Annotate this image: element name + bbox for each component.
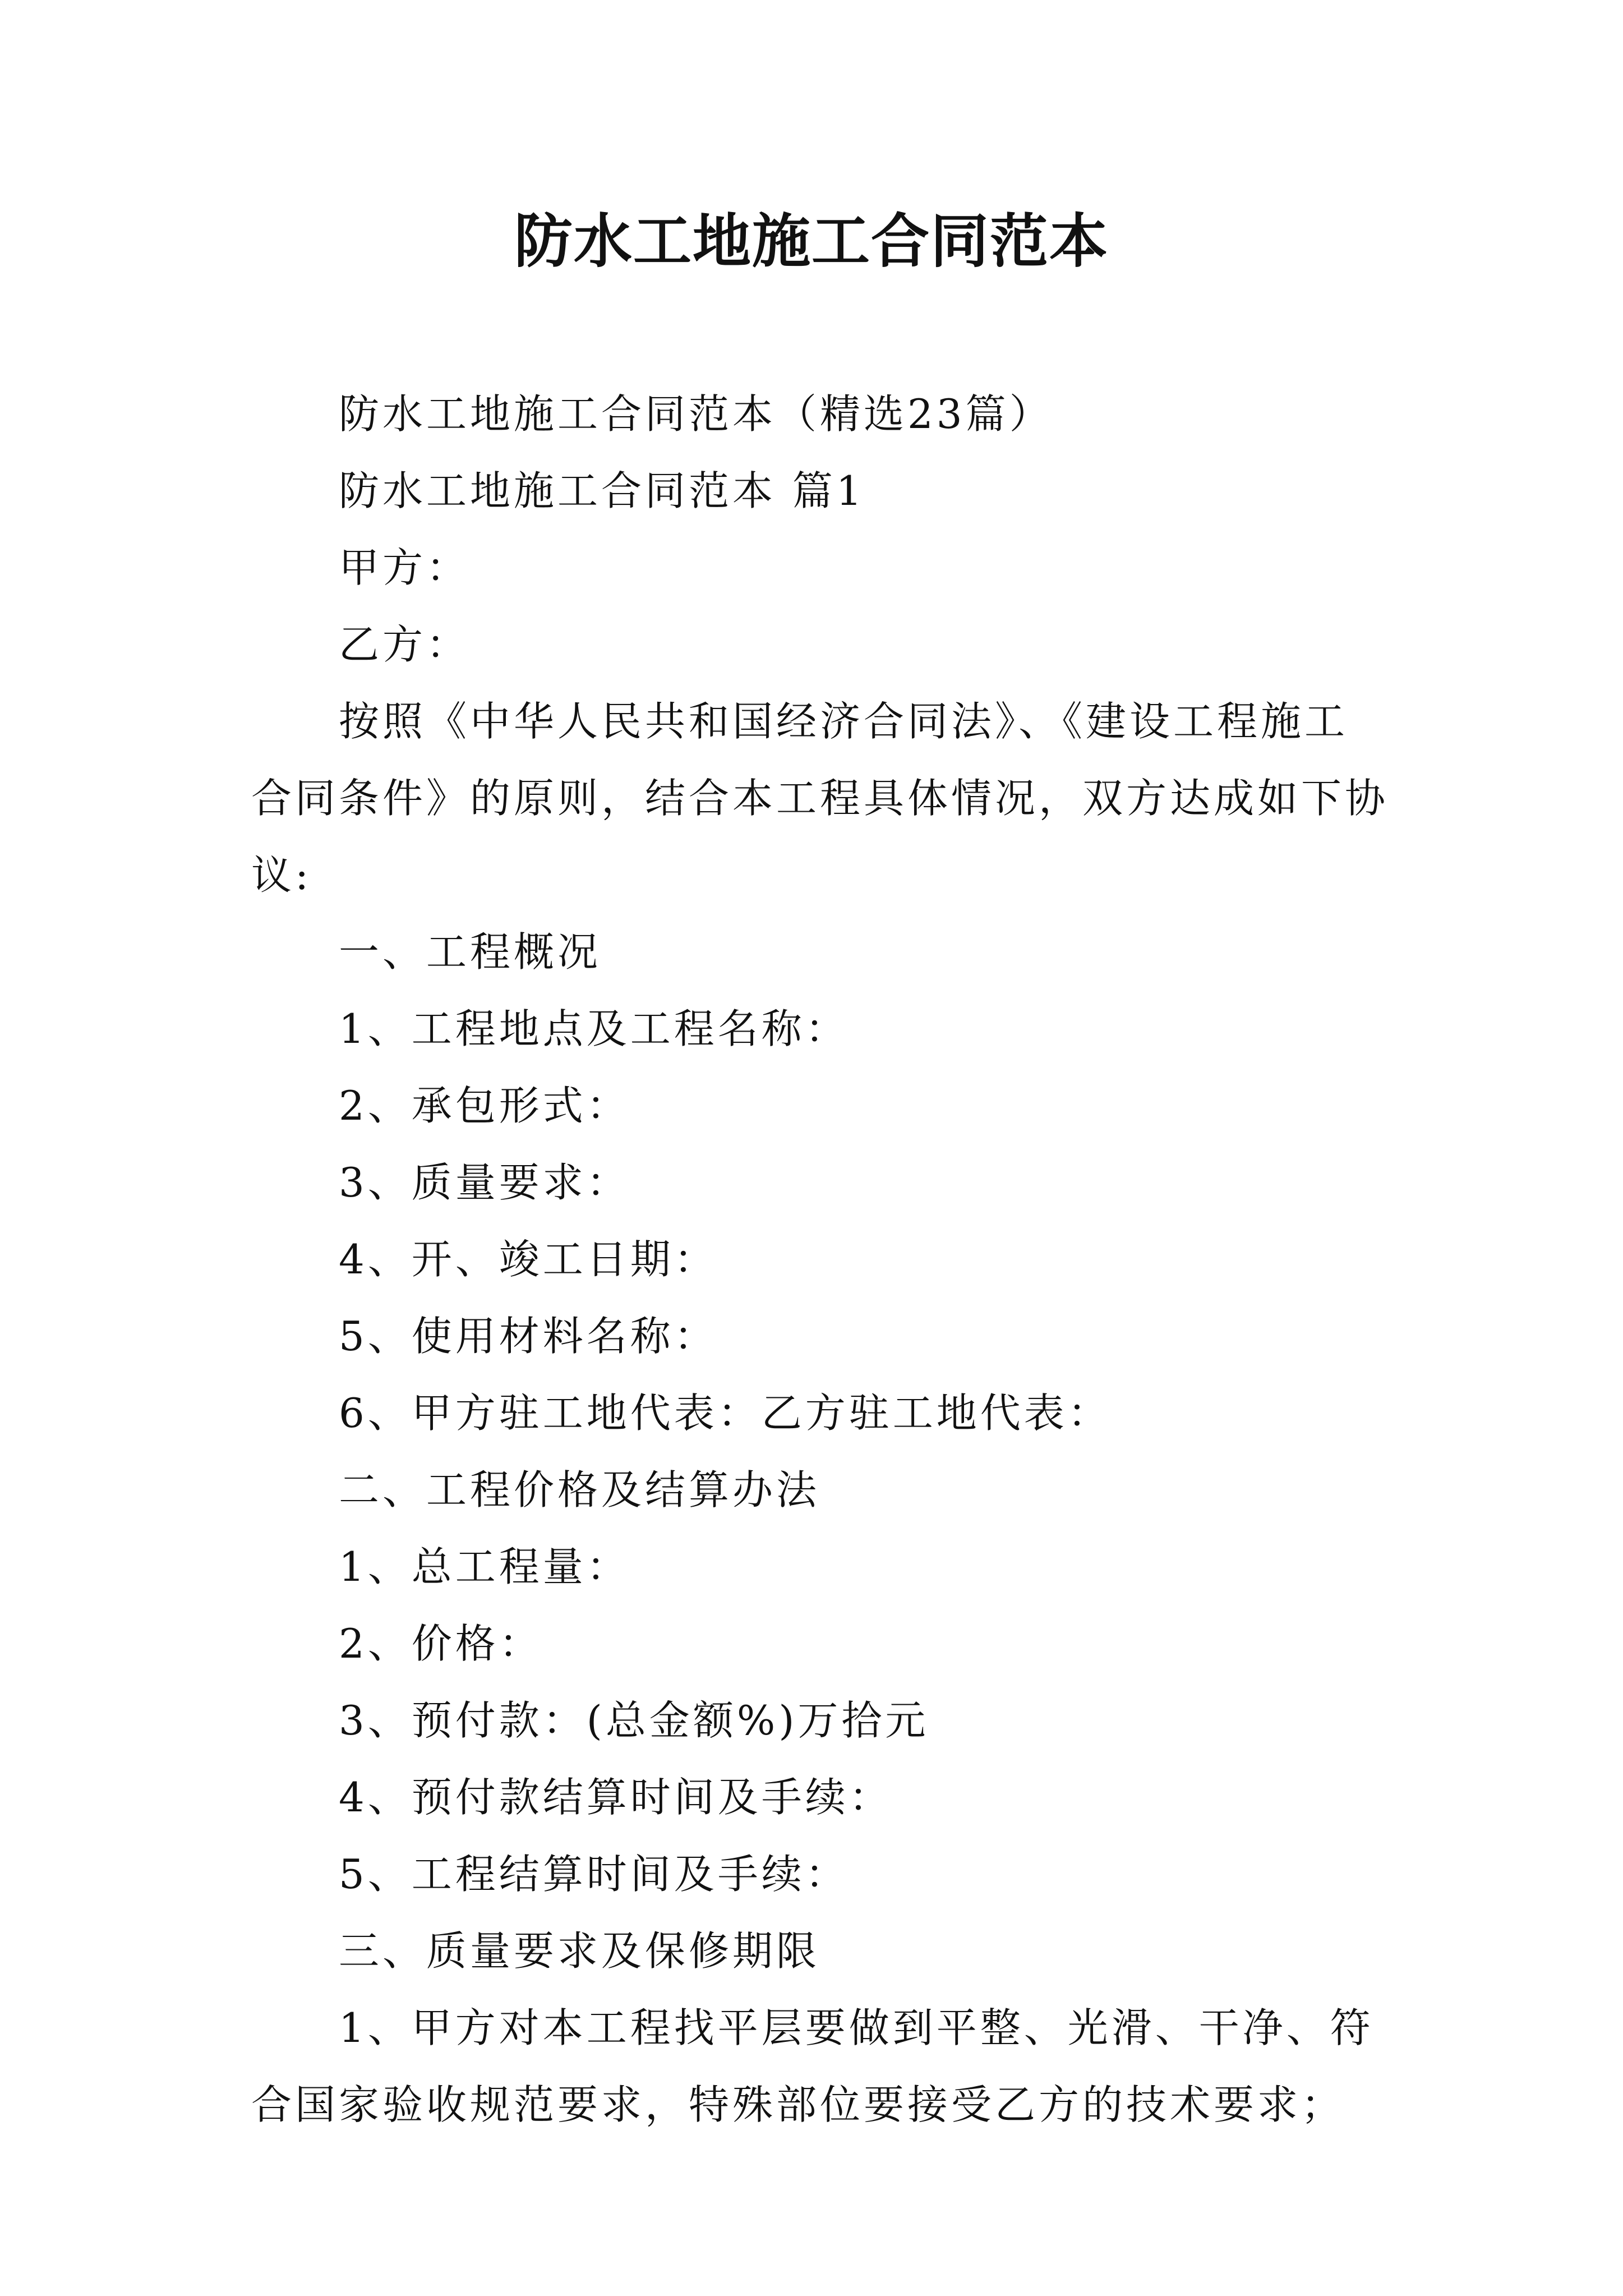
paragraph-party-a: 甲方： — [339, 544, 471, 591]
paragraph-item: 5、工程结算时间及手续： — [339, 1851, 849, 1898]
paragraph-item: 1、工程地点及工程名称： — [339, 1005, 849, 1052]
paragraph-section-heading: 防水工地施工合同范本 篇1 — [339, 467, 865, 514]
paragraph-party-b: 乙方： — [339, 621, 471, 668]
paragraph-item: 3、质量要求： — [339, 1159, 630, 1206]
paragraph-item: 5、使用材料名称： — [339, 1313, 718, 1360]
paragraph-heading-price: 二、工程价格及结算办法 — [339, 1466, 820, 1513]
paragraph-item: 4、开、竣工日期： — [339, 1236, 718, 1283]
document-title: 防水工地施工合同范本 — [514, 207, 1109, 275]
paragraph-item: 2、价格： — [339, 1620, 543, 1667]
document-body — [251, 376, 1390, 2143]
paragraph-item: 2、承包形式： — [339, 1082, 630, 1129]
paragraph-subtitle: 防水工地施工合同范本（精选23篇） — [339, 390, 1053, 438]
paragraph-item: 1、甲方对本工程找平层要做到平整、光滑、干净、符合国家验收规范要求，特殊部位要接受乙方的技术要求； — [251, 2004, 1374, 2128]
paragraph-heading-quality: 三、质量要求及保修期限 — [339, 1927, 820, 1975]
paragraph-item: 1、总工程量： — [339, 1543, 630, 1590]
paragraph-item: 6、甲方驻工地代表：乙方驻工地代表： — [339, 1389, 1112, 1437]
paragraph-item: 4、预付款结算时间及手续： — [339, 1774, 893, 1821]
paragraph-item: 3、预付款：(总金额%)万拾元 — [339, 1697, 929, 1744]
paragraph-heading-overview: 一、工程概况 — [339, 928, 602, 976]
paragraph-preamble: 按照《中华人民共和国经济合同法》、《建设工程施工合同条件》的原则，结合本工程具体情况，双方达成如下协议: — [251, 698, 1389, 899]
